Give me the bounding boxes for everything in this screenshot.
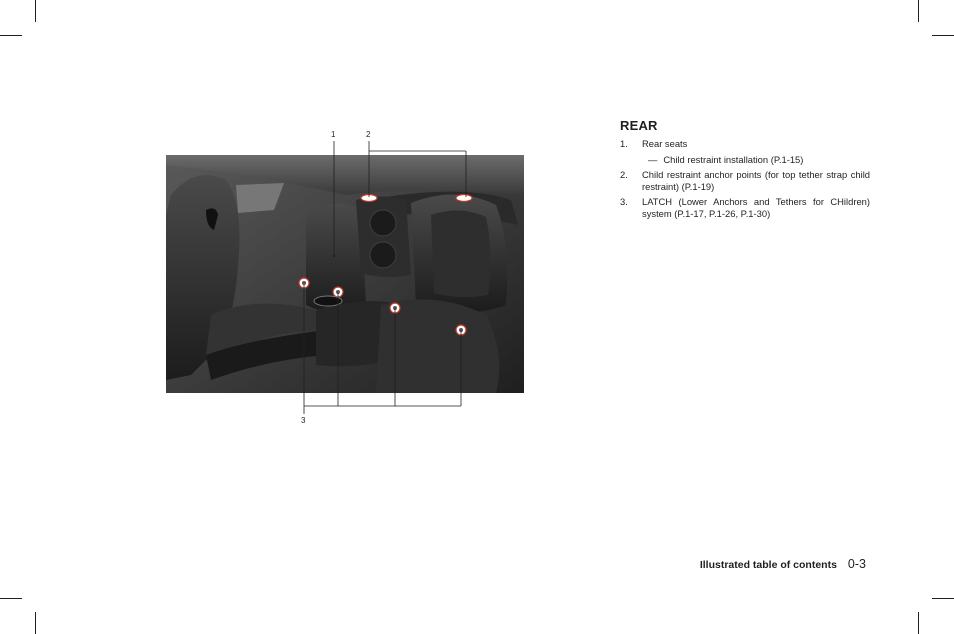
list-item: [620, 169, 870, 192]
page-number: 0-3: [847, 557, 866, 571]
list-item: [620, 138, 870, 165]
sub-item-text: Child restraint installation (P.1-15): [663, 153, 804, 165]
item-text: Child restraint anchor points (for top tether strap child restraint) (P.1-19): [642, 169, 870, 192]
section-title: REAR: [620, 118, 658, 133]
footer-title: Illustrated table of contents: [699, 559, 837, 571]
callout-1: 1: [331, 130, 336, 139]
item-number: 2.: [620, 169, 628, 180]
page-footer: [700, 557, 866, 571]
rear-section: [620, 118, 870, 223]
item-text: LATCH (Lower Anchors and Tethers for CHildren) system (P.1-17, P.1-26, P.1-30): [642, 196, 870, 219]
callout-3: 3: [301, 416, 306, 425]
item-text: Rear seats: [642, 138, 688, 149]
item-number: 1.: [620, 138, 628, 149]
item-number: 3.: [620, 196, 628, 207]
sub-item: [642, 154, 870, 166]
list-item: [620, 196, 870, 219]
callout-2: 2: [366, 130, 371, 139]
dash-marker: —: [648, 153, 658, 165]
